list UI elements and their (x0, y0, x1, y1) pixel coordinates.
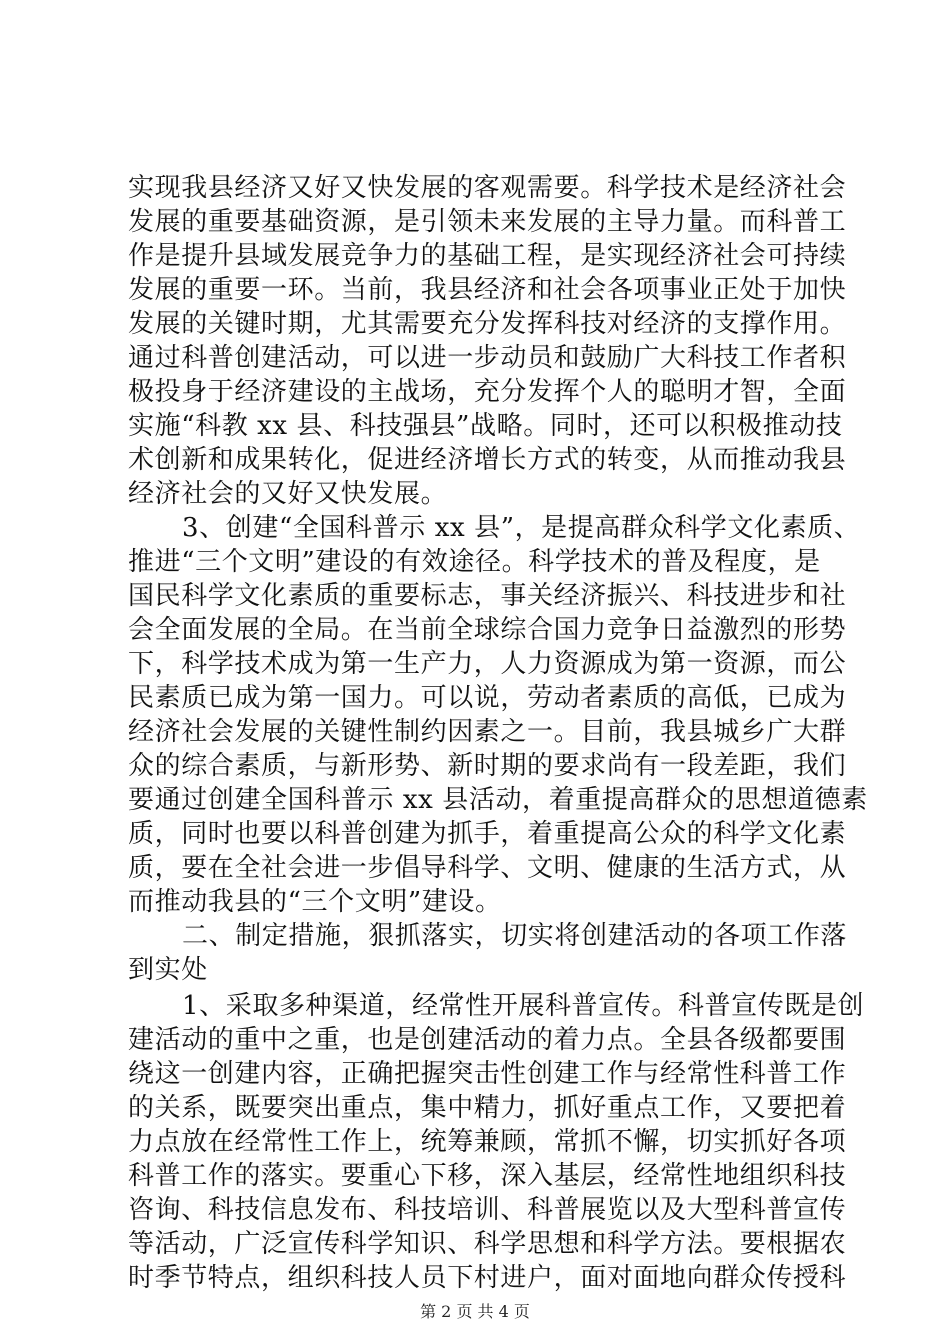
text-line: 经济社会的又好又快发展。 (128, 479, 448, 509)
text-line: 时季节特点，组织科技人员下村进户，面对面地向群众传授科 (128, 1263, 847, 1293)
text-line: 发展的重要基础资源，是引领未来发展的主导力量。而科普工 (128, 207, 847, 237)
text-line: 实施“科教 xx 县、科技强县”战略。同时，还可以积极推动技 (128, 411, 843, 441)
text-line: 发展的重要一环。当前，我县经济和社会各项事业正处于加快 (128, 275, 847, 305)
text-line: 而推动我县的“三个文明”建设。 (128, 887, 502, 917)
text-line: 术创新和成果转化，促进经济增长方式的转变，从而推动我县 (128, 445, 847, 475)
text-line: 建活动的重中之重，也是创建活动的着力点。全县各级都要围 (128, 1025, 847, 1055)
text-line: 质，要在全社会进一步倡导科学、文明、健康的生活方式，从 (128, 853, 847, 883)
text-line: 民素质已成为第一国力。可以说，劳动者素质的高低，已成为 (128, 683, 847, 713)
text-line: 3、创建“全国科普示 xx 县”，是提高群众科学文化素质、 (182, 513, 861, 543)
section-heading-line: 二、制定措施，狠抓落实，切实将创建活动的各项工作落 (182, 921, 848, 951)
text-line: 经济社会发展的关键性制约因素之一。目前，我县城乡广大群 (128, 717, 847, 747)
text-line: 会全面发展的全局。在当前全球综合国力竞争日益激烈的形势 (128, 615, 847, 645)
section-heading-line: 到实处 (128, 955, 208, 985)
text-line: 下，科学技术成为第一生产力，人力资源成为第一资源，而公 (128, 649, 847, 679)
text-line: 科普工作的落实。要重心下移，深入基层，经常性地组织科技 (128, 1161, 847, 1191)
page-footer (0, 1302, 950, 1322)
text-line: 众的综合素质，与新形势、新时期的要求尚有一段差距，我们 (128, 751, 847, 781)
text-line: 力点放在经常性工作上，统筹兼顾，常抓不懈，切实抓好各项 (128, 1127, 847, 1157)
text-line: 咨询、科技信息发布、科技培训、科普展览以及大型科普宣传 (128, 1195, 847, 1225)
text-line: 等活动，广泛宣传科学知识、科学思想和科学方法。要根据农 (128, 1229, 847, 1259)
text-line: 极投身于经济建设的主战场，充分发挥个人的聪明才智，全面 (128, 377, 847, 407)
page-number: 第 2 页 共 4 页 (420, 1302, 530, 1321)
text-line: 1、采取多种渠道，经常性开展科普宣传。科普宣传既是创 (182, 991, 865, 1021)
text-line: 国民科学文化素质的重要标志，事关经济振兴、科技进步和社 (128, 581, 847, 611)
text-line: 通过科普创建活动，可以进一步动员和鼓励广大科技工作者积 (128, 343, 847, 373)
text-line: 绕这一创建内容，正确把握突击性创建工作与经常性科普工作 (128, 1059, 847, 1089)
text-line: 实现我县经济又好又快发展的客观需要。科学技术是经济社会 (128, 173, 847, 203)
text-line: 作是提升县域发展竞争力的基础工程，是实现经济社会可持续 (128, 241, 847, 271)
text-line: 发展的关键时期，尤其需要充分发挥科技对经济的支撑作用。 (128, 309, 847, 339)
text-line: 质，同时也要以科普创建为抓手，着重提高公众的科学文化素 (128, 819, 847, 849)
text-line: 要通过创建全国科普示 xx 县活动，着重提高群众的思想道德素 (128, 785, 868, 815)
text-line: 的关系，既要突出重点，集中精力，抓好重点工作，又要把着 (128, 1093, 847, 1123)
text-line: 推进“三个文明”建设的有效途径。科学技术的普及程度，是 (128, 547, 821, 577)
